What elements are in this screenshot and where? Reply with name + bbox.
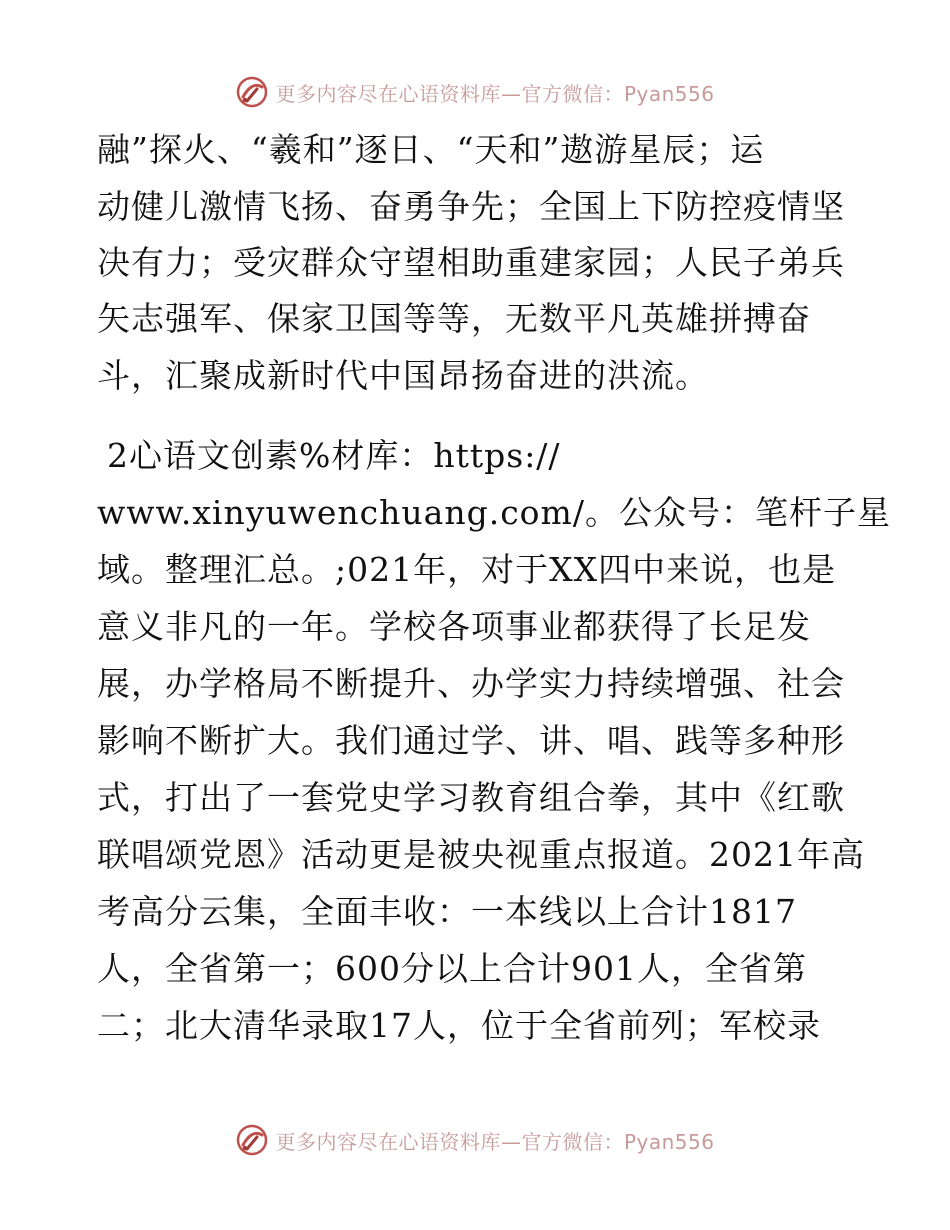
header-watermark [0, 72, 950, 112]
paragraph1-line-2: 动健儿激情飞扬、奋勇争先；全国上下防控疫情坚 [97, 187, 845, 226]
paragraph2-line-7: 式，打出了一套党史学习教育组合拳，其中《红歌 [97, 778, 845, 817]
watermark-text: 更多内容尽在心语资料库—官方微信：Pyan556 [275, 1129, 715, 1154]
paragraph1-line-4: 矢志强军、保家卫国等等，无数平凡英雄拼搏奋 [97, 299, 811, 338]
logo-icon [235, 75, 269, 109]
paragraph2-line-9: 考高分云集，全面丰收：一本线以上合计1817 [97, 892, 797, 931]
paragraph1-line-1: 融”探火、“羲和”逐日、“天和”遨游星辰；运 [97, 130, 765, 169]
watermark-text: 更多内容尽在心语资料库—官方微信：Pyan556 [275, 81, 715, 106]
paragraph2-line-1: 2心语文创素%材库：https:// [107, 436, 561, 475]
paragraph2-line-8: 联唱颂党恩》活动更是被央视重点报道。2021年高 [97, 835, 865, 874]
footer-watermark [0, 1120, 950, 1160]
logo-icon [235, 1123, 269, 1157]
paragraph2-line-2: www.xinyuwenchuang.com/。公众号：笔杆子星 [97, 493, 891, 532]
paragraph2-line-5: 展，办学格局不断提升、办学实力持续增强、社会 [97, 664, 845, 703]
paragraph2-line-3: 域。整理汇总。;021年，对于XX四中来说，也是 [97, 550, 837, 589]
paragraph2-line-11: 二；北大清华录取17人，位于全省前列；军校录 [97, 1006, 821, 1045]
paragraph2-line-10: 人，全省第一；600分以上合计901人，全省第 [97, 949, 807, 988]
paragraph2-line-6: 影响不断扩大。我们通过学、讲、唱、践等多种形 [97, 721, 845, 760]
paragraph2-line-4: 意义非凡的一年。学校各项事业都获得了长足发 [97, 607, 811, 646]
paragraph1-line-3: 决有力；受灾群众守望相助重建家园；人民子弟兵 [97, 243, 845, 282]
paragraph1-line-5: 斗，汇聚成新时代中国昂扬奋进的洪流。 [97, 356, 709, 395]
